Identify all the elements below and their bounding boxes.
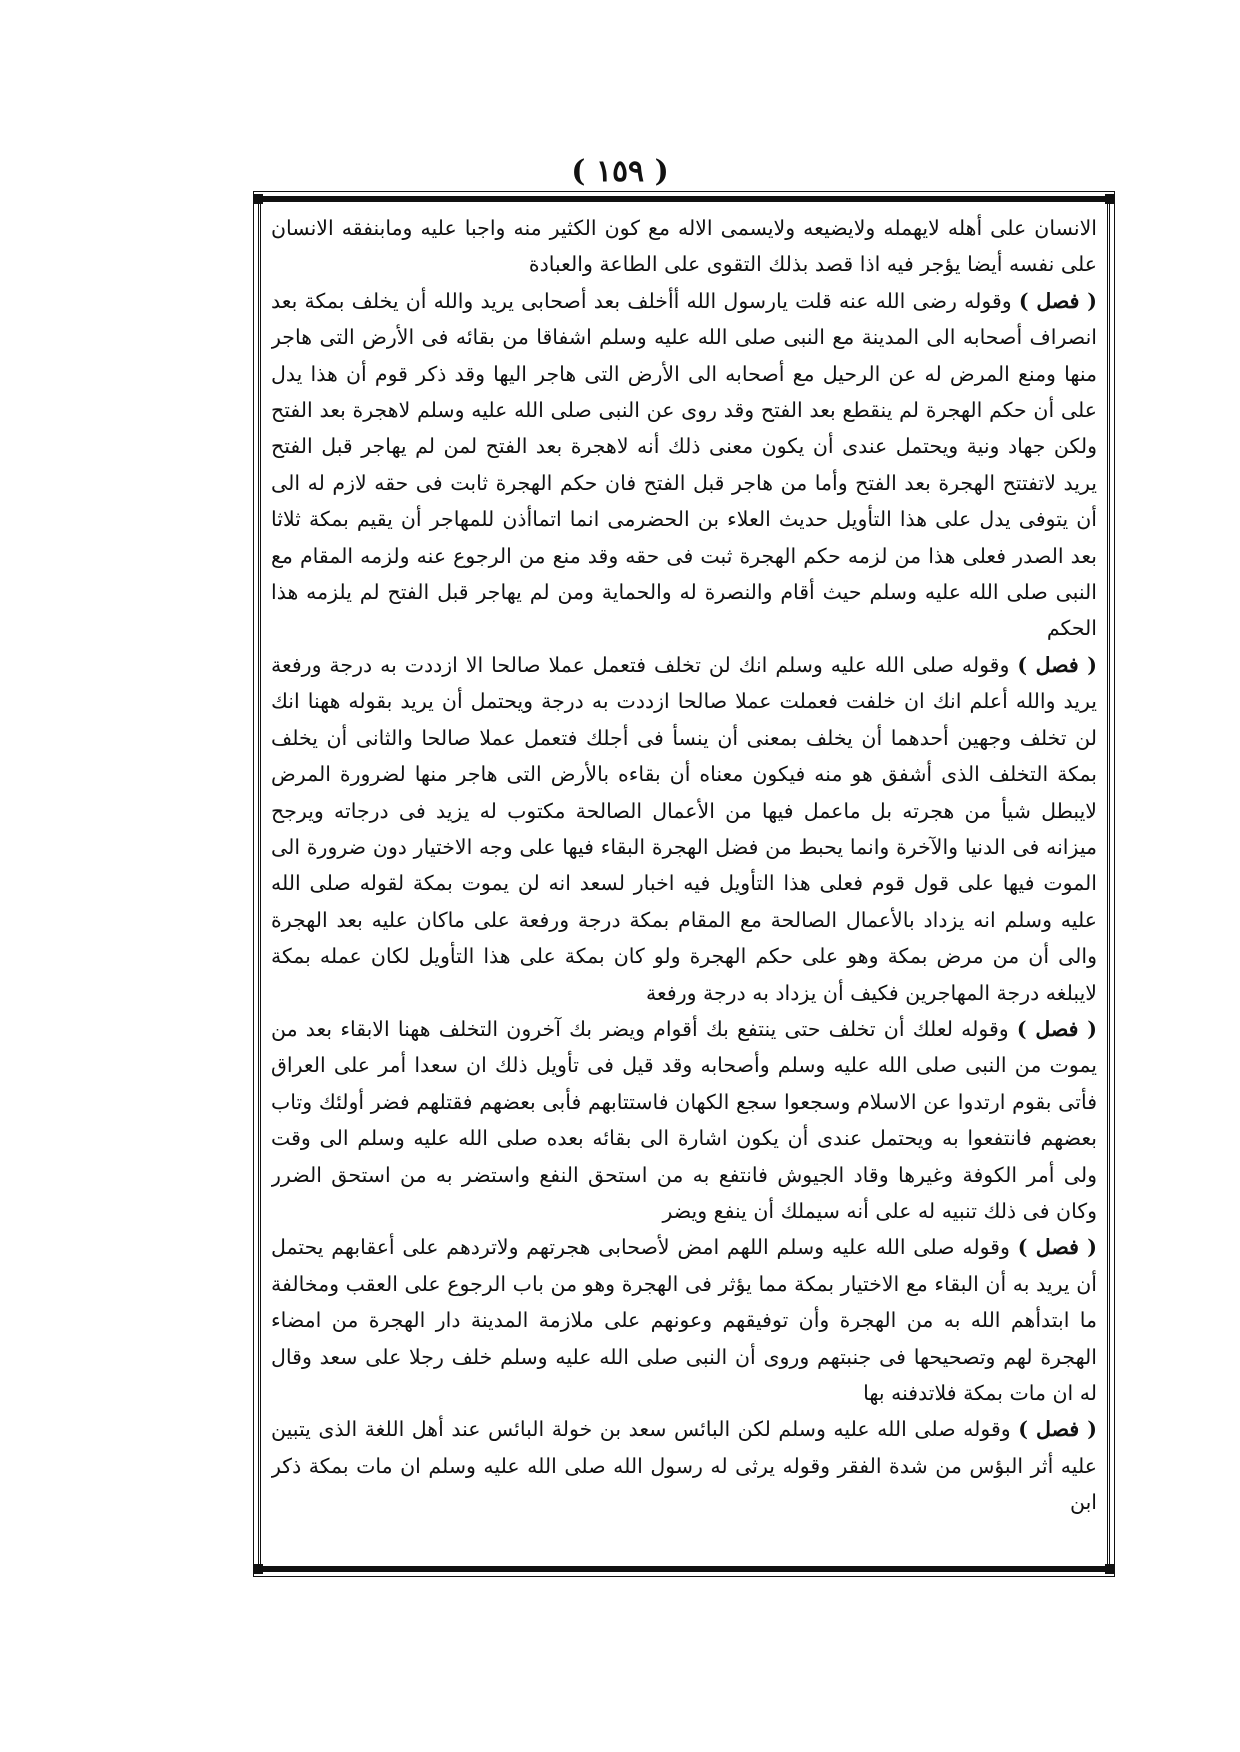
page-number: ( ١٥٩ ) bbox=[571, 154, 669, 189]
frame-corner-ornament bbox=[1105, 194, 1115, 204]
section-marker: ( فصل ) bbox=[1017, 1235, 1097, 1260]
section-marker: ( فصل ) bbox=[1018, 288, 1097, 313]
paragraph-text: وقوله صلى الله عليه وسلم انك لن تخلف فتعمل عملا صالحا الا ازددت به درجة ورفعة يريد والله أعلم انك ان خلفت فعملت عملا صالحا ازددت به درجة ويحتمل أن يريد بقوله ههنا انك لن تخلف وجهين أحدهما أن يخلف بمعنى أن ينسأ فى أجلك فتعمل عملا صالحا والثانى أن يخلف بمكة التخلف الذى أشفق هو منه فيكون معناه أن بقاءه بالأرض التى هاجر منها لضرورة المرض لايبطل شيأ من هجرته بل ماعمل فيها من الأعمال الصالحة مكتوب له يزيد فى درجاته ويرجح ميزانه فى الدنيا والآخرة وانما يحبط من فضل الهجرة البقاء فيها على وجه الاختيار دون ضرورة الى الموت فيها على قول قوم فعلى هذا التأويل فيه اخبار لسعد انه لن يموت بمكة لقوله صلى الله عليه وسلم انه يزداد بالأعمال الصالحة مع المقام بمكة درجة ورفعة على ماكان عليه بعد الهجرة والى أن من مرض بمكة وهو على حكم الهجرة ولو كان بمكة على هذا التأويل لكان عمله بمكة لايبلغه درجة المهاجرين فكيف أن يزداد به درجة ورفعة bbox=[271, 652, 1097, 1005]
page-frame bbox=[258, 196, 1110, 1572]
frame-corner-ornament bbox=[253, 194, 263, 204]
paragraph bbox=[271, 283, 1097, 647]
section-marker: ( فصل ) bbox=[1016, 1016, 1097, 1041]
section-marker: ( فصل ) bbox=[1018, 1417, 1097, 1442]
paragraph-text: الانسان على أهله لايهمله ولايضيعه ولايسمى الاله مع كون الكثير منه واجبا عليه ومابنفقه الانسان على نفسه أيضا يؤجر فيه اذا قصد بذلك التقوى على الطاعة والعبادة bbox=[271, 216, 1097, 277]
frame-corner-ornament bbox=[253, 1564, 263, 1574]
paragraph-text: وقوله صلى الله عليه وسلم لكن البائس سعد بن خولة البائس عند أهل اللغة الذى يتبين عليه أثر البؤس من شدة الفقر وقوله يرثى له رسول الله صلى الله عليه وسلم ان مات بمكة ذكر ابن bbox=[271, 1417, 1097, 1515]
frame-corner-ornament bbox=[1105, 1564, 1115, 1574]
section-marker: ( فصل ) bbox=[1017, 652, 1097, 677]
main-text bbox=[271, 210, 1097, 1558]
paragraph bbox=[271, 1011, 1097, 1229]
paragraph bbox=[271, 1229, 1097, 1411]
paragraph bbox=[271, 1411, 1097, 1520]
paragraph bbox=[271, 647, 1097, 1011]
paragraph bbox=[271, 210, 1097, 283]
paragraph-text: وقوله صلى الله عليه وسلم اللهم امض لأصحابى هجرتهم ولاتردهم على أعقابهم يحتمل أن يريد به أن البقاء مع الاختيار بمكة مما يؤثر فى الهجرة وهو من باب الرجوع على العقب ومخالفة ما ابتدأهم الله به من الهجرة وأن توفيقهم وعونهم على ملازمة المدينة دار الهجرة من امضاء الهجرة لهم وتصحيحها فى جنبتهم وروى أن النبى صلى الله عليه وسلم خلف رجلا على سعد وقال له ان مات بمكة فلاتدفنه بها bbox=[271, 1235, 1097, 1405]
paragraph-text: وقوله لعلك أن تخلف حتى ينتفع بك أقوام ويضر بك آخرون التخلف ههنا الابقاء بعد من يموت من النبى صلى الله عليه وسلم وأصحابه وقد قيل فى تأويل ذلك ان سعدا أمر على العراق فأتى بقوم ارتدوا عن الاسلام وسجعوا سجع الكهان فاستتابهم فأبى بعضهم فقتلهم فضر أولئك وتاب بعضهم فانتفعوا به ويحتمل عندى أن يكون اشارة الى بقائه بعده صلى الله عليه وسلم الى وقت ولى أمر الكوفة وغيرها وقاد الجيوش فانتفع به من استحق النفع واستضر به من استحق الضرر وكان فى ذلك تنبيه له على أنه سيملك أن ينفع ويضر bbox=[271, 1016, 1097, 1223]
paragraph-text: وقوله رضى الله عنه قلت يارسول الله أأخلف بعد أصحابى يريد والله أن يخلف بمكة بعد انصراف أصحابه الى المدينة مع النبى صلى الله عليه وسلم اشفاقا من بقائه فى الأرض التى هاجر منها ومنع المرض له عن الرحيل مع أصحابه الى الأرض التى هاجر اليها وقد ذكر قوم أن هذا يدل على أن حكم الهجرة لم ينقطع بعد الفتح وقد روى عن النبى صلى الله عليه وسلم لاهجرة بعد الفتح ولكن جهاد ونية ويحتمل عندى أن يكون معنى ذلك أنه لاهجرة بعد الفتح لمن لم يهاجر قبل الفتح يريد لاتفتتح الهجرة بعد الفتح وأما من هاجر قبل الفتح فان حكم الهجرة ثابت فى حقه لازم له الى أن يتوفى يدل على هذا التأويل حديث العلاء بن الحضرمى انما اتماأذن للمهاجر أن يقيم بمكة ثلاثا بعد الصدر فعلى هذا من لزمه حكم الهجرة ثبت فى حقه وقد منع من الرجوع عنه ولزمه المقام مع النبى صلى الله عليه وسلم حيث أقام والنصرة له والحماية ومن لم يهاجر قبل الفتح لم يلزمه هذا الحكم bbox=[271, 288, 1097, 641]
